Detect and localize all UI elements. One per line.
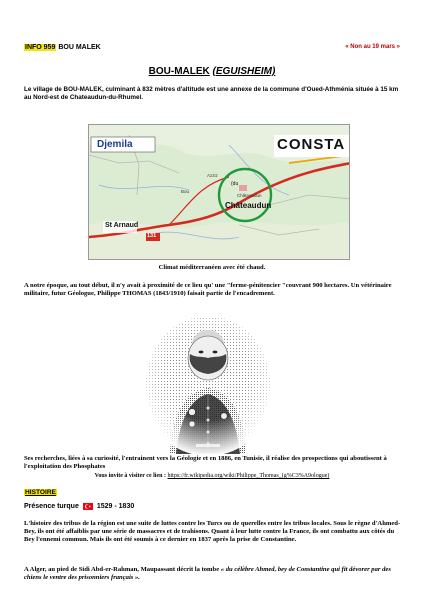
intro-paragraph: Le village de BOU-MALEK, culminant à 832 mètres d'altitude est une annexe de la commune d'Oued-Athménia située à 15 km au Nord-est de Chateaudun-du-Rhumel. [24, 86, 399, 101]
title-main: BOU-MALEK [148, 66, 210, 77]
tribes-paragraph: L'histoire des tribus de la région est une suite de luttes contre les Turcs ou de querelles entre les tribus locales. Sous le règne d'Ahmed-Bey, ils ont été affaiblis par une série de massacres et de trahisons. Quant à leur lutte contre la France, ils ont combattu aux côtés du Bey l'ennemi commun. Mais ils ont été soumis à ce dernier en 1837 après la prise de Constantine. [24, 520, 401, 543]
presence-label: Présence turque [24, 503, 79, 510]
map-label-bou: Bou [181, 189, 190, 194]
alger-quote: « du célèbre Ahmed, bey de Constantine qui fit dévorer par des chiens le ventre des prisonniers français ». [24, 566, 391, 581]
map-route-number: 131 [147, 233, 157, 239]
invite-line [0, 473, 424, 479]
map-label-chateaudun-sub: Châteaudun [237, 193, 262, 198]
invite-text: Vous invite à visiter ce lien : [94, 473, 168, 479]
alger-paragraph [24, 566, 404, 582]
presence-years: 1529 - 1830 [96, 503, 135, 510]
portrait-drawing [140, 312, 276, 454]
alger-lead: A Alger, au pied de Sidi Abd-er-Rahman, Maupassant décrit la tombe [24, 566, 221, 573]
info-header [24, 44, 101, 51]
research-paragraph: Ses recherches, liées à sa curiosité, l'entrainent vers la Géologie et en 1886, en Tunisie, il réalise des prospections qui aboutissent à l'exploitation des Phosphates [24, 455, 387, 470]
title-sub: (EGUISHEIM) [212, 66, 276, 77]
header-slogan: « Non au 19 mars » [345, 44, 400, 50]
map-label-consta: CONSTA [277, 136, 346, 153]
map-label-du: (du [231, 181, 239, 187]
map-label-chateaudun: Châteaudun [225, 201, 272, 210]
climate-caption: Climat méditerranéen avec été chaud. [158, 264, 266, 271]
info-number: INFO 959 [25, 44, 56, 51]
region-map [88, 124, 350, 260]
map-label-azziz: Azziz [207, 173, 218, 178]
presence-turque-heading [24, 503, 134, 510]
portrait-philippe-thomas [140, 312, 276, 454]
info-place: BOU MALEK [58, 44, 101, 51]
section-histoire: HISTOIRE [25, 489, 57, 496]
map-label-djemila: Djemila [97, 139, 133, 150]
page-title [0, 66, 424, 77]
turkish-flag-icon [83, 503, 93, 510]
map-label-arnaud: St Arnaud [105, 222, 139, 229]
epoch-paragraph: A notre époque, au tout début, il n'y avait à proximité de ce lieu qu' une "ferme-pénitencier "couvrant 900 hectares. Un vétérinaire militaire, futur Géologue, Philippe THOMAS (1843/1910) faisait partie de l'encadrement. [24, 282, 392, 297]
wikipedia-link[interactable]: https://fr.wikipedia.org/wiki/Philippe_Thomas_(g%C3%A9ologue) [167, 473, 330, 479]
